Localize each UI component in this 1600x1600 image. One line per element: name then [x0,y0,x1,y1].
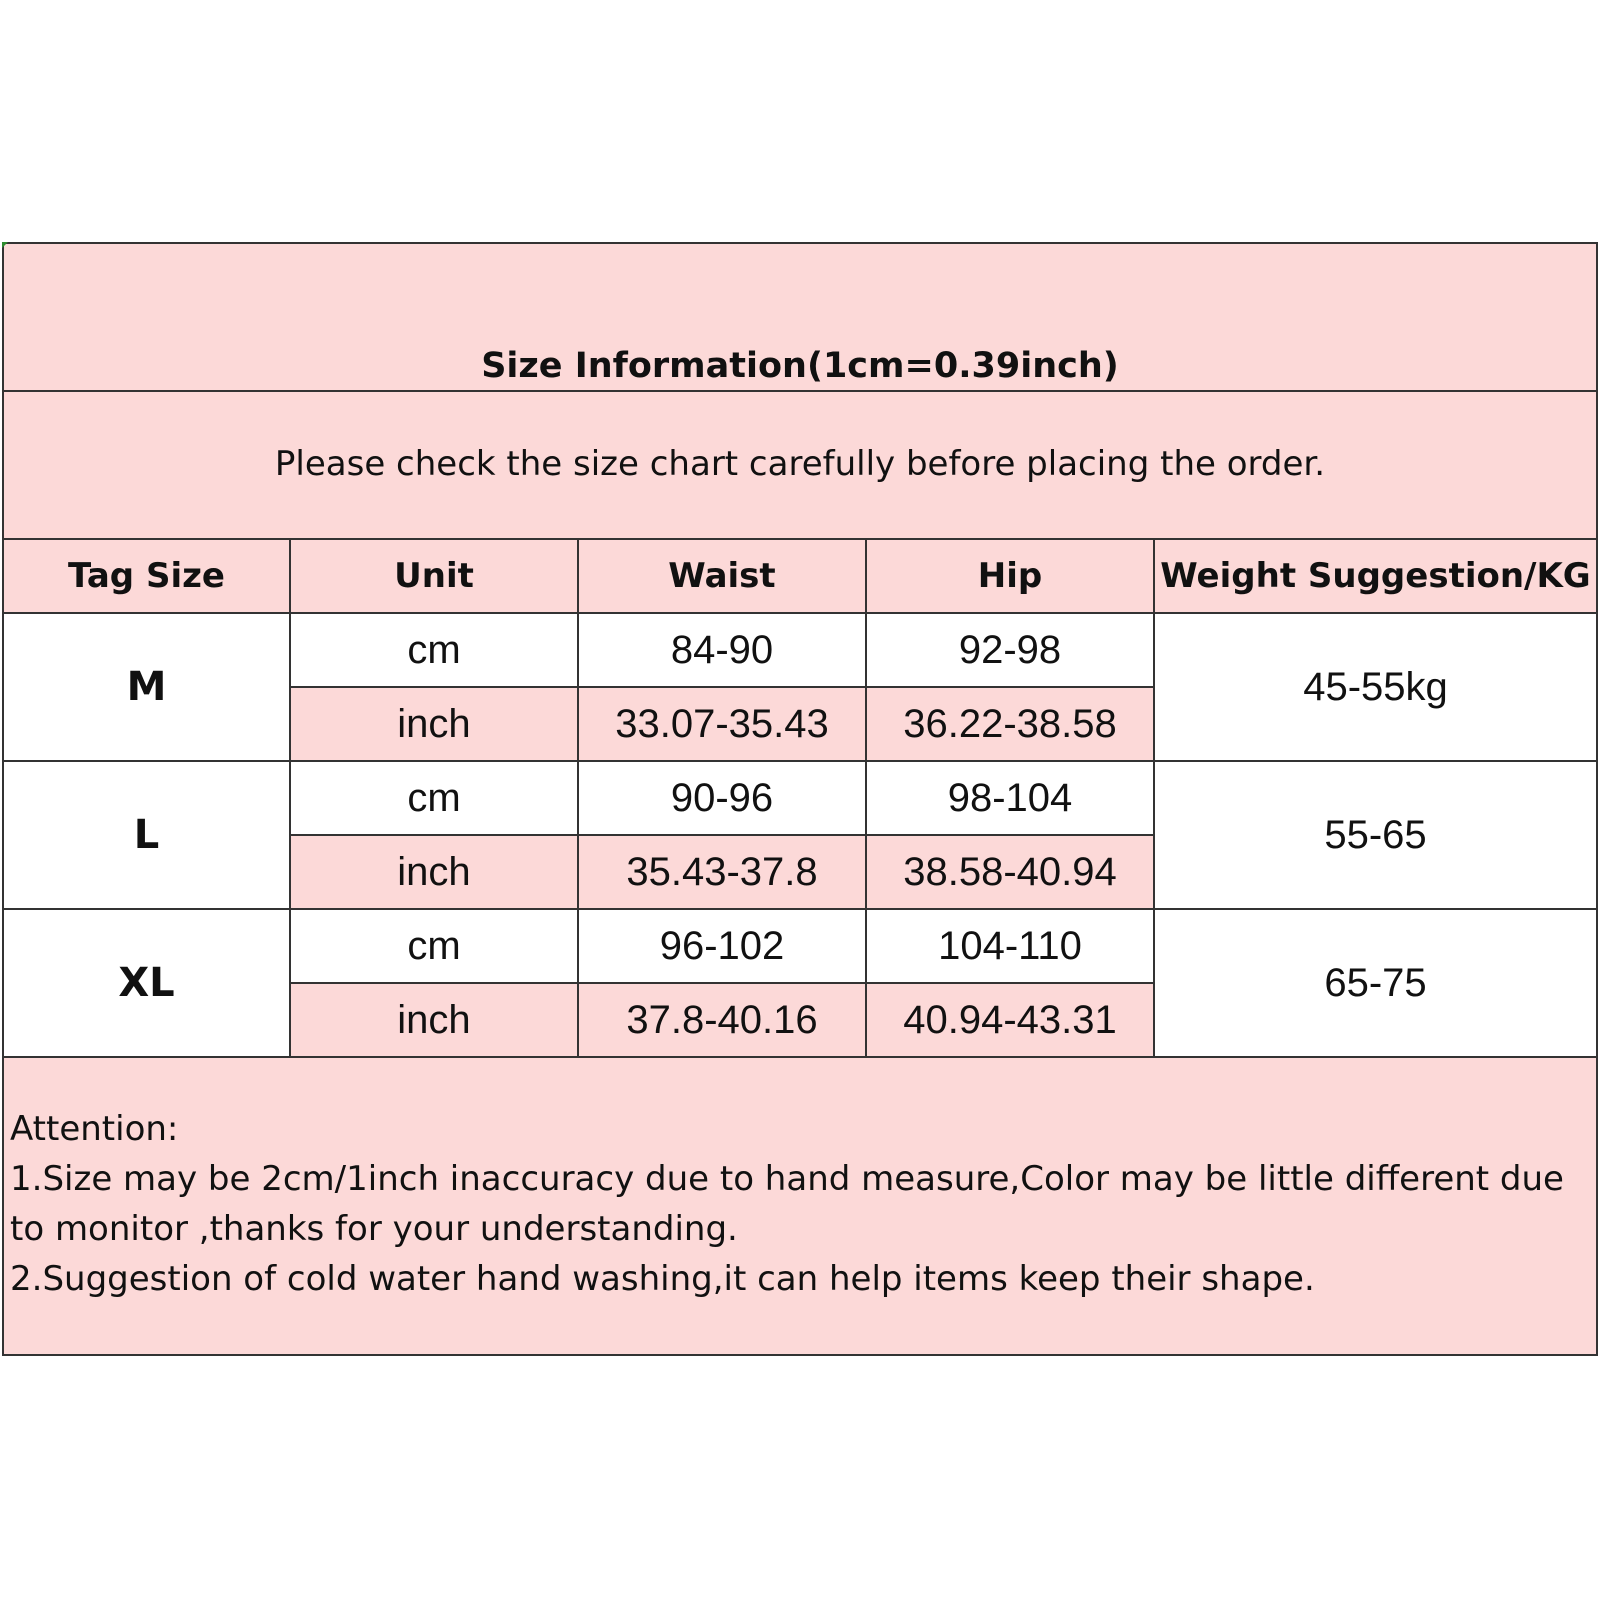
table-header-row [4,540,1596,613]
waist-cell: 96-102 [578,909,866,983]
header-weight: Weight Suggestion/KG [1154,540,1596,613]
unit-cell: cm [290,613,578,687]
attention-line: to monitor ,thanks for your understanding. [10,1209,738,1249]
size-chart-sheet [2,242,1598,1356]
weight-cell: 55-65 [1154,761,1596,909]
table-row [4,613,1596,687]
table-row [4,761,1596,835]
header-unit: Unit [290,540,578,613]
notice-text: Please check the size chart carefully before placing the order. [274,444,1326,484]
hip-cell: 38.58-40.94 [866,835,1154,909]
tag-size-cell: M [4,613,290,761]
attention-notes [10,1104,1590,1304]
unit-cell: inch [290,687,578,761]
table-row [4,909,1596,983]
weight-cell: 45-55kg [1154,613,1596,761]
hip-cell: 98-104 [866,761,1154,835]
notice-band [4,392,1596,540]
title-band [4,244,1596,392]
tag-size-cell: XL [4,909,290,1057]
unit-cell: cm [290,909,578,983]
unit-cell: cm [290,761,578,835]
waist-cell: 33.07-35.43 [578,687,866,761]
hip-cell: 104-110 [866,909,1154,983]
unit-cell: inch [290,835,578,909]
tag-size-cell: L [4,761,290,909]
hip-cell: 92-98 [866,613,1154,687]
hip-cell: 40.94-43.31 [866,983,1154,1057]
hip-cell: 36.22-38.58 [866,687,1154,761]
page-title: Size Information(1cm=0.39inch) [481,346,1119,386]
header-hip: Hip [866,540,1154,613]
unit-cell: inch [290,983,578,1057]
header-waist: Waist [578,540,866,613]
weight-cell: 65-75 [1154,909,1596,1057]
header-tag-size: Tag Size [4,540,290,613]
waist-cell: 84-90 [578,613,866,687]
attention-line: 2.Suggestion of cold water hand washing,it can help items keep their shape. [10,1259,1315,1299]
waist-cell: 90-96 [578,761,866,835]
size-table [4,540,1596,1058]
attention-heading: Attention: [10,1109,179,1149]
attention-line: 1.Size may be 2cm/1inch inaccuracy due to hand measure,Color may be little different due [10,1159,1564,1199]
waist-cell: 37.8-40.16 [578,983,866,1057]
waist-cell: 35.43-37.8 [578,835,866,909]
